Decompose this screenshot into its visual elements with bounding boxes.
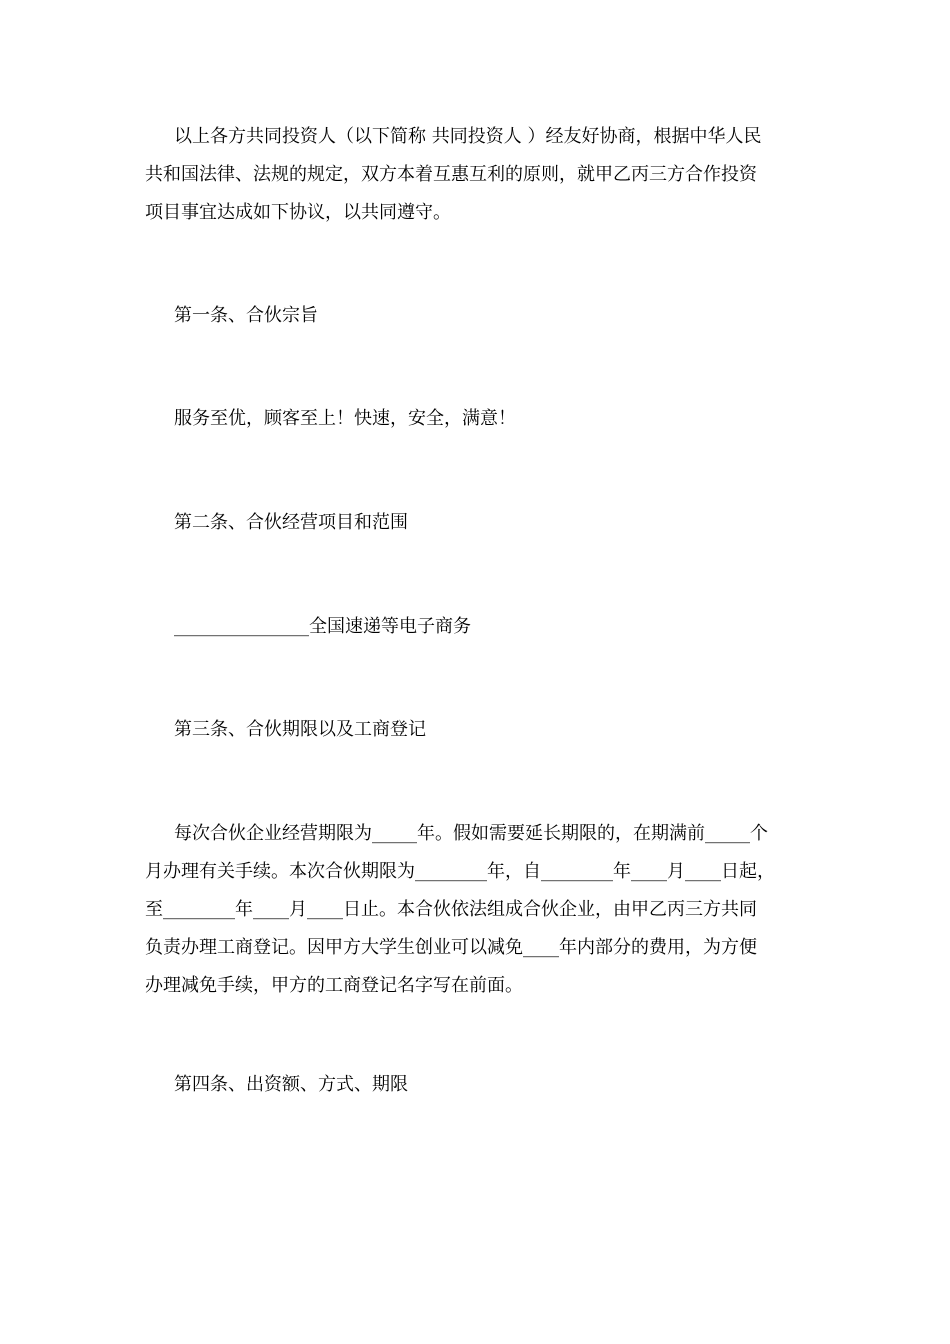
article-3-line-5: 办理减免手续，甲方的工商登记名字写在前面。 <box>145 975 523 996</box>
article-3-line-4: 负责办理工商登记。因甲方大学生创业可以减免____年内部分的费用，为方便 <box>145 937 757 958</box>
article-3-paragraph <box>145 815 810 1005</box>
article-3-line-1: 每次合伙企业经营期限为_____年。假如需要延长期限的，在期满前_____个 <box>174 823 768 844</box>
article-2-body: _______________全国速递等电子商务 <box>174 616 471 637</box>
article-1-heading: 第一条、合伙宗旨 <box>174 305 318 326</box>
article-3-line-3: 至________年____月____日止。本合伙依法组成合伙企业，由甲乙丙三方共同 <box>145 899 757 920</box>
article-4-heading: 第四条、出资额、方式、期限 <box>174 1074 408 1095</box>
article-3-heading: 第三条、合伙期限以及工商登记 <box>174 719 426 740</box>
intro-line-3: 项目事宜达成如下协议，以共同遵守。 <box>145 202 451 223</box>
article-1-body: 服务至优，顾客至上！快速，安全，满意！ <box>174 408 516 429</box>
intro-paragraph <box>145 118 810 232</box>
intro-line-2: 共和国法律、法规的规定，双方本着互惠互利的原则，就甲乙丙三方合作投资 <box>145 164 757 185</box>
intro-line-1: 以上各方共同投资人（以下简称 共同投资人 ）经友好协商，根据中华人民 <box>174 126 762 147</box>
article-3-line-2: 月办理有关手续。本次合伙期限为________年，自________年____月____日起， <box>145 861 775 882</box>
article-2-heading: 第二条、合伙经营项目和范围 <box>174 512 408 533</box>
